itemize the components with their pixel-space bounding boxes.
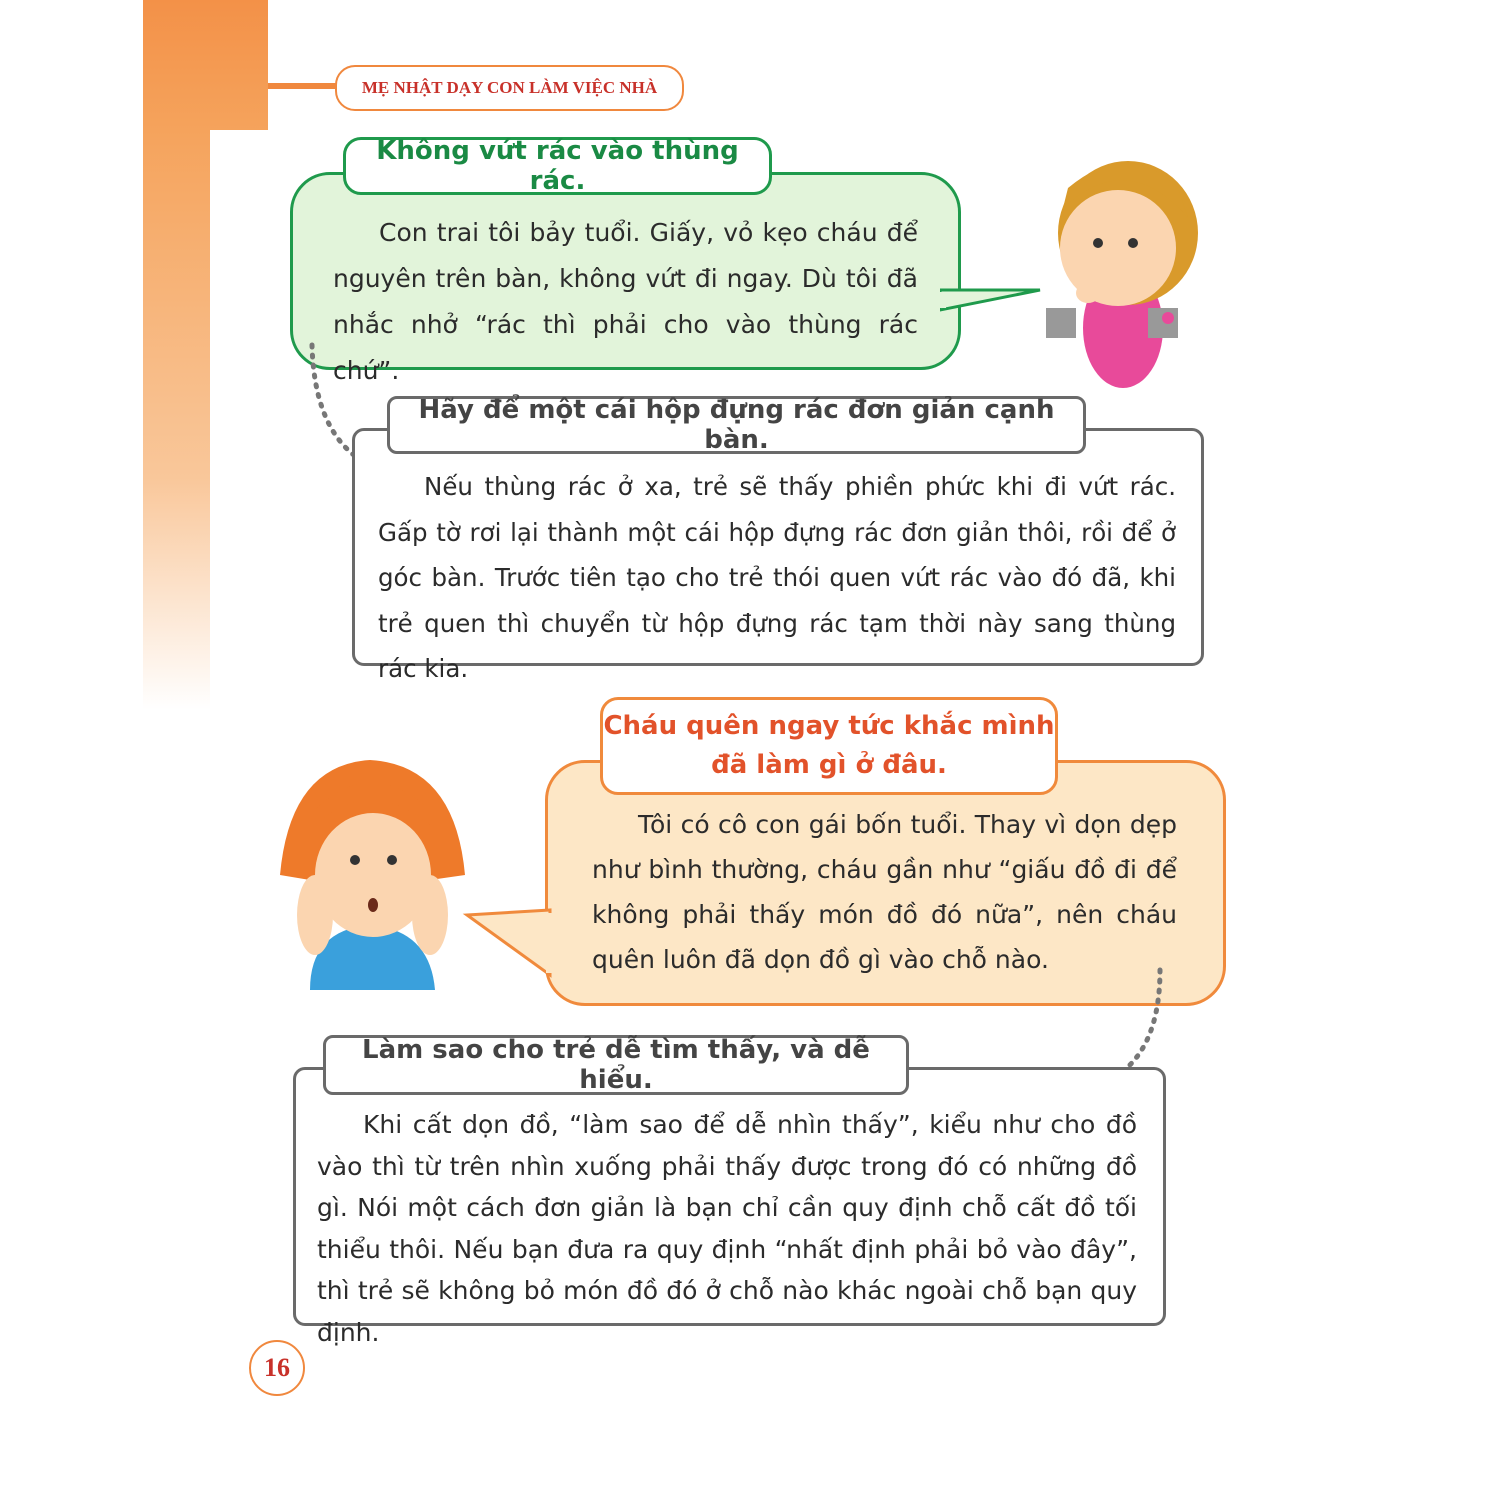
section-body-1: Con trai tôi bảy tuổi. Giấy, vỏ kẹo cháu để nguyên trên bàn, không vứt đi ngay. Dù tôi đã nhắc nhở “rác thì phải cho vào thùng rác chứ”.	[333, 218, 918, 385]
orange-side-band	[143, 0, 268, 130]
bubble-tail	[462, 905, 552, 985]
section-title-4: Làm sao cho trẻ dễ tìm thấy, và dễ hiểu.	[323, 1035, 909, 1095]
orange-side-band-lower	[143, 130, 210, 710]
girl-thinking-illustration	[1028, 148, 1198, 396]
running-header: MẸ NHẬT DẠY CON LÀM VIỆC NHÀ	[335, 65, 684, 111]
section-body-3: Tôi có cô con gái bốn tuổi. Thay vì dọn dẹp như bình thường, cháu gần như “giấu đồ đi để không phải thấy món đồ đó nữa”, nên cháu quên luôn đã dọn đồ gì vào chỗ nào.	[592, 810, 1177, 974]
section-title-3	[600, 697, 1058, 795]
title-line-2: đã làm gì ở đâu.	[711, 750, 947, 780]
title-line-1: Cháu quên ngay tức khắc mình	[603, 711, 1055, 741]
section-body-4: Khi cất dọn đồ, “làm sao để dễ nhìn thấy”, kiểu như cho đồ vào thì từ trên nhìn xuống phải thấy được trong đó có những đồ gì. Nói một cách đơn giản là bạn chỉ cần quy định chỗ cất đồ tối thiểu thôi. Nếu bạn đưa ra quy định “nhất định phải bỏ vào đây”, thì trẻ sẽ không bỏ món đồ đó ở chỗ nào khác ngoài chỗ bạn quy định.	[317, 1110, 1137, 1347]
section-title-2: Hãy để một cái hộp đựng rác đơn giản cạnh bàn.	[387, 396, 1086, 454]
header-connector	[268, 83, 338, 89]
section-title-1: Không vứt rác vào thùng rác.	[343, 137, 772, 195]
page-number: 16	[249, 1340, 305, 1396]
section-body-2: Nếu thùng rác ở xa, trẻ sẽ thấy phiền phức khi đi vứt rác. Gấp tờ rơi lại thành một cái hộp đựng rác đơn giản thôi, rồi để ở góc bàn. Trước tiên tạo cho trẻ thói quen vứt rác vào đó đã, khi trẻ quen thì chuyển từ hộp đựng rác tạm thời này sang thùng rác kia.	[378, 472, 1176, 683]
girl-surprised-illustration	[270, 755, 470, 990]
